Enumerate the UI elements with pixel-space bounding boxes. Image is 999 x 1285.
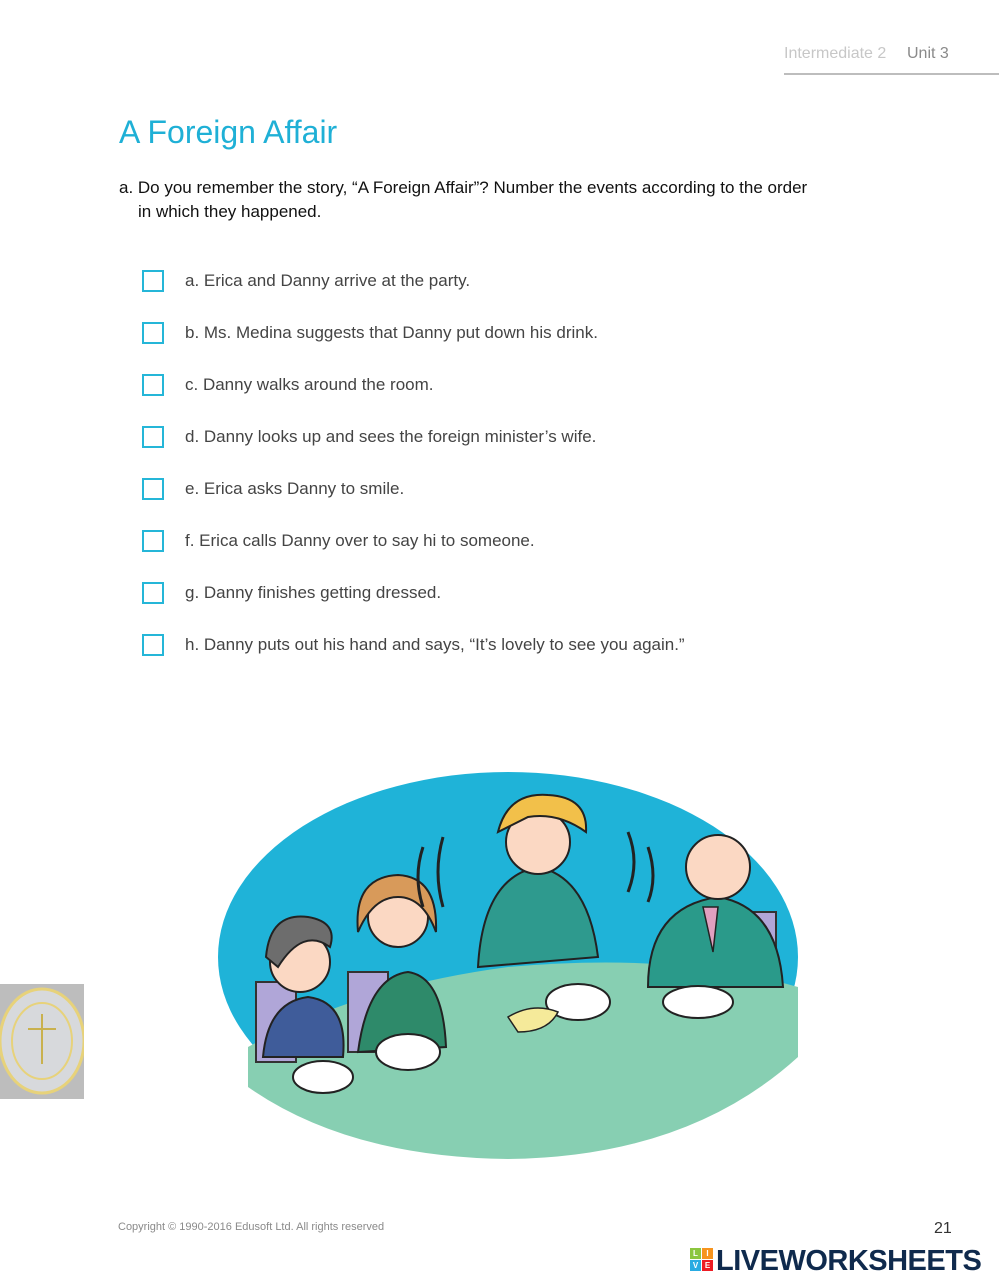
instruction-line-2: in which they happened. bbox=[138, 202, 322, 221]
answer-box-f[interactable] bbox=[142, 530, 164, 552]
instruction-line-1: a. Do you remember the story, “A Foreign Affair”? Number the events according to the order bbox=[119, 178, 808, 197]
answer-box-h[interactable] bbox=[142, 634, 164, 656]
list-item bbox=[142, 582, 902, 610]
page-title: A Foreign Affair bbox=[119, 114, 338, 150]
instruction bbox=[119, 176, 919, 224]
list-item bbox=[142, 374, 902, 402]
item-text: h. Danny puts out his hand and says, “It’s lovely to see you again.” bbox=[185, 635, 685, 654]
list-item bbox=[142, 530, 902, 558]
header-unit: Unit 3 bbox=[907, 45, 949, 62]
answer-box-d[interactable] bbox=[142, 426, 164, 448]
header-level: Intermediate 2 bbox=[784, 45, 887, 62]
list-item bbox=[142, 478, 902, 506]
list-item bbox=[142, 270, 902, 298]
answer-box-a[interactable] bbox=[142, 270, 164, 292]
item-text: g. Danny finishes getting dressed. bbox=[185, 583, 442, 602]
answer-box-c[interactable] bbox=[142, 374, 164, 396]
item-text: d. Danny looks up and sees the foreign minister’s wife. bbox=[185, 427, 597, 446]
item-text: e. Erica asks Danny to smile. bbox=[185, 479, 405, 498]
copyright-text: Copyright © 1990-2016 Edusoft Ltd. All rights reserved bbox=[118, 1221, 385, 1233]
list-item bbox=[142, 634, 902, 662]
brand-mark-icon: L I V E bbox=[690, 1248, 714, 1272]
header-divider bbox=[784, 73, 999, 75]
answer-box-g[interactable] bbox=[142, 582, 164, 604]
answer-box-b[interactable] bbox=[142, 322, 164, 344]
list-item bbox=[142, 322, 902, 350]
dinner-party-illustration bbox=[208, 757, 818, 1162]
answer-box-e[interactable] bbox=[142, 478, 164, 500]
item-text: c. Danny walks around the room. bbox=[185, 375, 434, 394]
item-text: f. Erica calls Danny over to say hi to someone. bbox=[185, 531, 535, 550]
university-seal bbox=[0, 984, 84, 1099]
list-item bbox=[142, 426, 902, 454]
item-text: b. Ms. Medina suggests that Danny put down his drink. bbox=[185, 323, 598, 342]
item-text: a. Erica and Danny arrive at the party. bbox=[185, 271, 471, 290]
brand-name: LIVEWORKSHEETS bbox=[716, 1245, 982, 1277]
page-number: 21 bbox=[934, 1220, 952, 1237]
